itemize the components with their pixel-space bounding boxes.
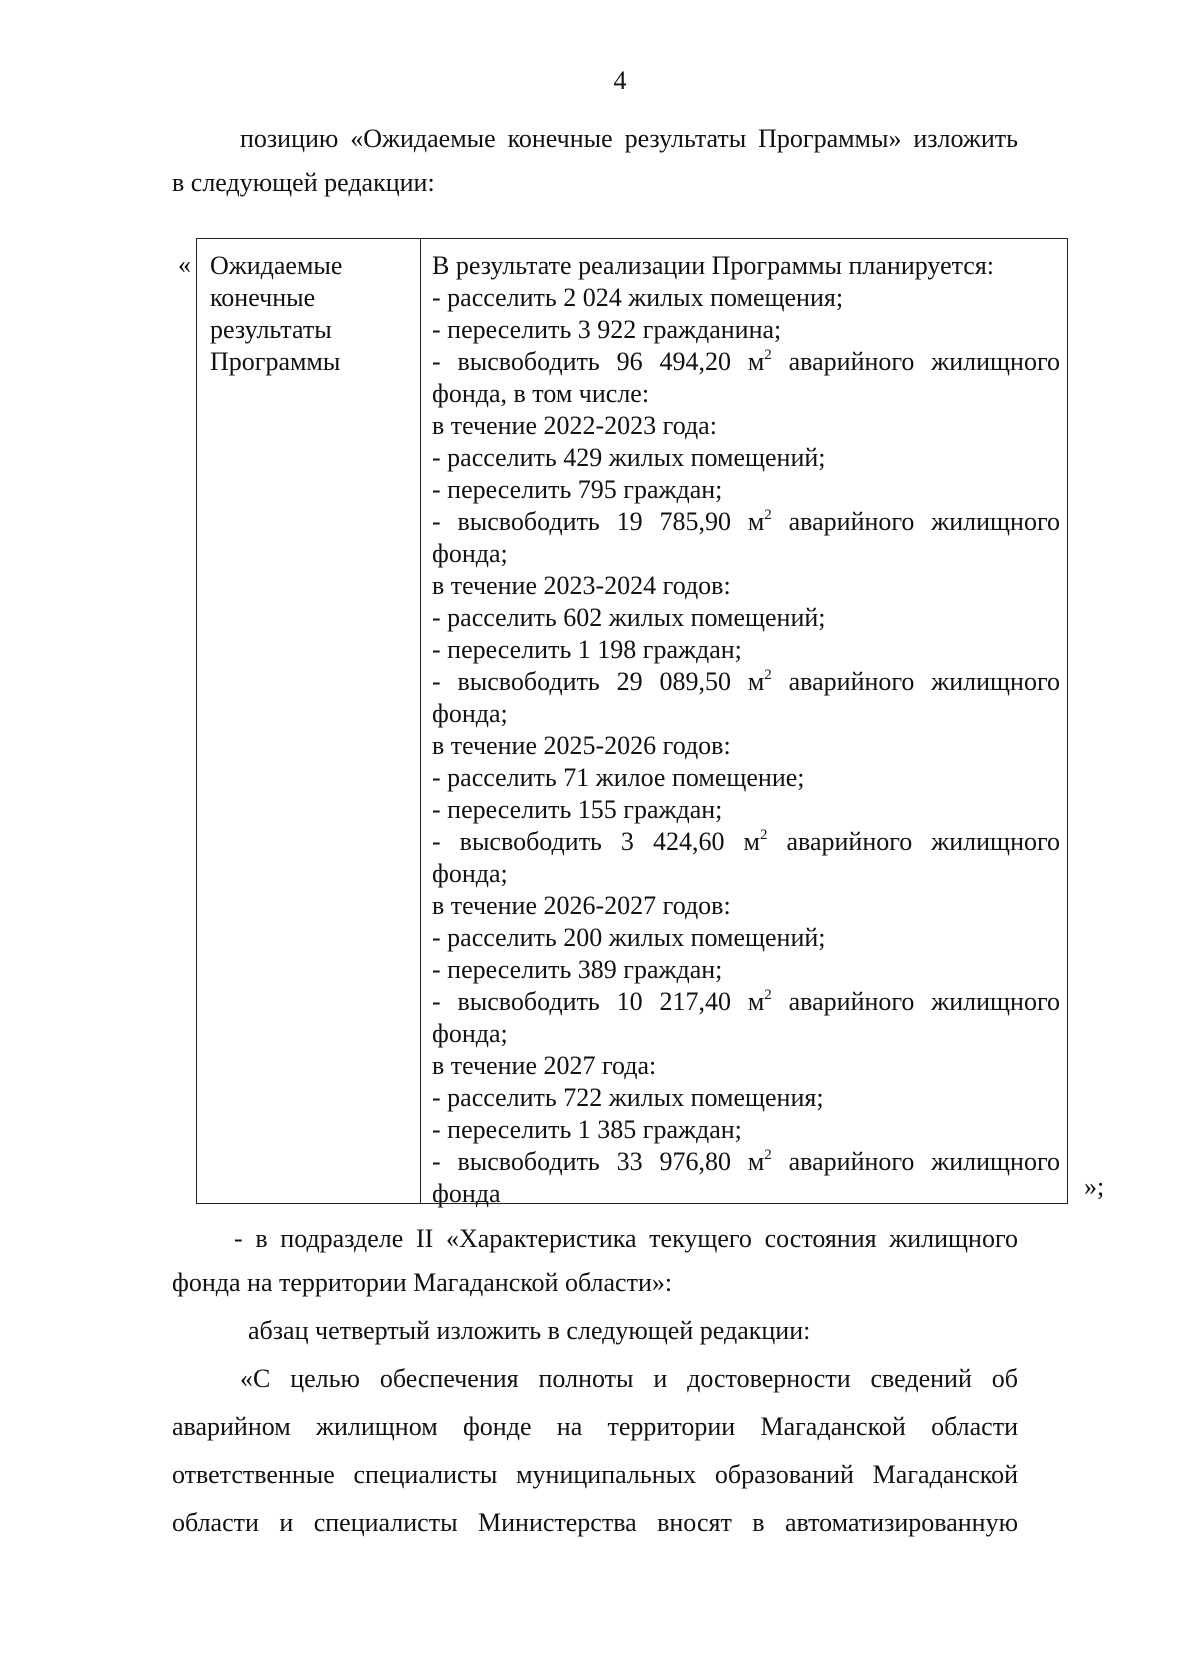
table-row-line: фонда xyxy=(432,1179,501,1208)
table-row-line: - расселить 722 жилых помещения; xyxy=(432,1083,824,1112)
row-text: - высвободить 33 976,80 м xyxy=(432,1147,765,1176)
table-open-quote: « xyxy=(178,250,191,279)
left-cell-line: результаты xyxy=(210,315,332,344)
superscript-2: 2 xyxy=(759,827,768,843)
row-text: аварийного жилищного xyxy=(771,667,1060,696)
superscript-2: 2 xyxy=(764,987,772,1003)
table-column-divider xyxy=(420,238,421,1204)
table-left-cell xyxy=(210,250,342,378)
superscript-2: 2 xyxy=(764,667,772,683)
table-row-line xyxy=(432,1146,1060,1178)
row-text: - высвободить 10 217,40 м xyxy=(432,987,765,1016)
table-row-line: - расселить 71 жилое помещение; xyxy=(432,763,805,792)
quote-paragraph-line-3: ответственные специалисты муниципальных образований Магаданской xyxy=(172,1460,1018,1489)
table-row-line xyxy=(432,346,1060,378)
row-text: аварийного жилищного xyxy=(771,1147,1060,1176)
table-row-line: - переселить 1 198 граждан; xyxy=(432,635,742,664)
subsection-line-2: фонда на территории Магаданской области»: xyxy=(172,1268,673,1297)
row-text: аварийного жилищного xyxy=(767,827,1060,856)
table-row-line: В результате реализации Программы планируется: xyxy=(432,251,995,280)
table-row-line xyxy=(432,666,1060,698)
table-row-line: - расселить 602 жилых помещений; xyxy=(432,603,826,632)
table-row-line: в течение 2022-2023 года: xyxy=(432,411,717,440)
intro-line-2: в следующей редакции: xyxy=(172,168,435,197)
table-row-line: - переселить 795 граждан; xyxy=(432,475,723,504)
row-text: аварийного жилищного xyxy=(771,347,1060,376)
table-row-line: - расселить 200 жилых помещений; xyxy=(432,923,826,952)
subsection-line-1: - в подразделе II «Характеристика текущего состояния жилищного xyxy=(234,1224,1018,1253)
table-row-line: - переселить 3 922 гражданина; xyxy=(432,315,782,344)
table-row-line: фонда; xyxy=(432,539,508,568)
row-text: - высвободить 96 494,20 м xyxy=(432,347,765,376)
table-right-cell xyxy=(432,250,1060,1210)
table-row-line: - расселить 2 024 жилых помещения; xyxy=(432,283,844,312)
table-row-line: в течение 2026-2027 годов: xyxy=(432,891,731,920)
row-text: - высвободить 19 785,90 м xyxy=(432,507,765,536)
left-cell-line: Программы xyxy=(210,347,341,376)
row-text: аварийного жилищного xyxy=(771,987,1060,1016)
table-row-line: в течение 2027 года: xyxy=(432,1051,657,1080)
table-row-line: - переселить 1 385 граждан; xyxy=(432,1115,742,1144)
superscript-2: 2 xyxy=(764,1147,772,1163)
quote-paragraph-line-2: аварийном жилищном фонде на территории Магаданской области xyxy=(172,1412,1018,1441)
table-row-line xyxy=(432,506,1060,538)
intro-line-1: позицию «Ожидаемые конечные результаты Программы» изложить xyxy=(240,124,1018,153)
paragraph-instruction: абзац четвертый изложить в следующей редакции: xyxy=(248,1316,811,1345)
table-row-line: в течение 2023-2024 годов: xyxy=(432,571,731,600)
row-text: - высвободить 3 424,60 м xyxy=(432,827,760,856)
row-text: аварийного жилищного xyxy=(771,507,1060,536)
table-row-line: - переселить 155 граждан; xyxy=(432,795,723,824)
table-row-line: фонда; xyxy=(432,859,508,888)
table-row-line xyxy=(432,986,1060,1018)
left-cell-line: Ожидаемые xyxy=(210,251,343,280)
table-row-line: фонда; xyxy=(432,699,508,728)
table-close-quote: »; xyxy=(1084,1172,1105,1201)
left-cell-line: конечные xyxy=(210,283,316,312)
table-row-line: в течение 2025-2026 годов: xyxy=(432,731,731,760)
table-row-line: - переселить 389 граждан; xyxy=(432,955,723,984)
superscript-2: 2 xyxy=(764,507,772,523)
table-row-line: фонда; xyxy=(432,1019,508,1048)
quote-paragraph-line-4: области и специалисты Министерства вносят в автоматизированную xyxy=(172,1508,1018,1537)
table-row-line: фонда, в том числе: xyxy=(432,379,650,408)
superscript-2: 2 xyxy=(764,347,772,363)
quote-paragraph-line-1: «С целью обеспечения полноты и достоверности сведений об xyxy=(240,1364,1018,1393)
table-row-line xyxy=(432,826,1060,858)
row-text: - высвободить 29 089,50 м xyxy=(432,667,765,696)
page-number: 4 xyxy=(613,66,627,95)
table-row-line: - расселить 429 жилых помещений; xyxy=(432,443,826,472)
